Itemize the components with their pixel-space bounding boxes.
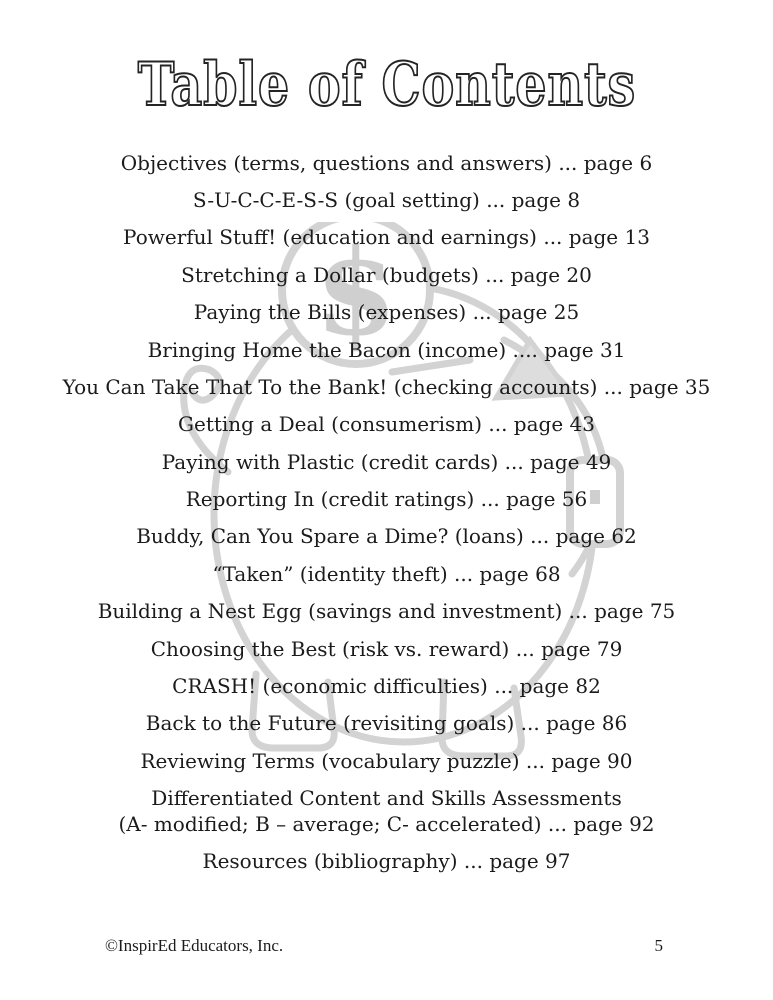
toc-entry-line: S-U-C-C-E-S-S (goal setting) ... page 8 (192, 188, 581, 213)
toc-entry-line: Differentiated Content and Skills Assessments (151, 786, 622, 811)
toc-entry-line: Paying with Plastic (credit cards) ... page 49 (161, 449, 612, 474)
toc-entry (60, 443, 713, 480)
toc-entry (60, 593, 713, 630)
toc-entry (60, 294, 713, 331)
page-footer (105, 936, 663, 956)
toc-entry-line: Powerful Stuff! (education and earnings) ... page 13 (123, 225, 650, 250)
page-number: 5 (654, 936, 663, 955)
toc-entry-line: Stretching a Dollar (budgets) ... page 20 (181, 262, 592, 287)
toc-entry (60, 779, 713, 842)
toc-entry (60, 219, 713, 256)
toc-entry (60, 406, 713, 443)
toc-entry-line: (A- modified; B – average; C- accelerated) ... page 92 (118, 812, 655, 837)
toc-entry-line: “Taken” (identity theft) ... page 68 (212, 561, 561, 586)
toc-entry (60, 555, 713, 592)
toc-list (60, 144, 713, 880)
toc-entry (60, 368, 713, 405)
toc-entry-line: Reviewing Terms (vocabulary puzzle) ... page 90 (140, 748, 633, 773)
toc-entry-line: Back to the Future (revisiting goals) ... page 86 (145, 711, 628, 736)
toc-entry (60, 256, 713, 293)
toc-entry (60, 667, 713, 704)
dollar-sign-icon: $ (314, 223, 398, 362)
toc-entry-line: Getting a Deal (consumerism) ... page 43 (178, 412, 595, 437)
toc-entry-line: Buddy, Can You Spare a Dime? (loans) ... page 62 (136, 524, 637, 549)
toc-entry-line: Reporting In (credit ratings) ... page 56 (185, 487, 588, 512)
page-title: Table of Contents (137, 50, 636, 120)
toc-entry (60, 480, 713, 517)
toc-entry (60, 705, 713, 742)
toc-entry (60, 742, 713, 779)
toc-entry (60, 630, 713, 667)
toc-entry-line: Resources (bibliography) ... page 97 (202, 849, 571, 874)
toc-entry-line: Bringing Home the Bacon (income) .... page 31 (147, 337, 626, 362)
toc-entry-line: Building a Nest Egg (savings and investment) ... page 75 (97, 599, 676, 624)
toc-entry (60, 181, 713, 218)
toc-entry-line: Objectives (terms, questions and answers) ... page 6 (120, 150, 653, 175)
toc-entry-line: Paying the Bills (expenses) ... page 25 (193, 300, 580, 325)
toc-entry (60, 331, 713, 368)
toc-entry-line: You Can Take That To the Bank! (checking accounts) ... page 35 (62, 374, 711, 399)
toc-entry-line: Choosing the Best (risk vs. reward) ... page 79 (150, 636, 623, 661)
toc-entry-line: CRASH! (economic difficulties) ... page 82 (172, 673, 601, 698)
toc-entry (60, 144, 713, 181)
copyright-text: ©InspirEd Educators, Inc. (105, 936, 284, 955)
title-banner (0, 48, 773, 122)
toc-entry (60, 843, 713, 880)
toc-entry (60, 518, 713, 555)
